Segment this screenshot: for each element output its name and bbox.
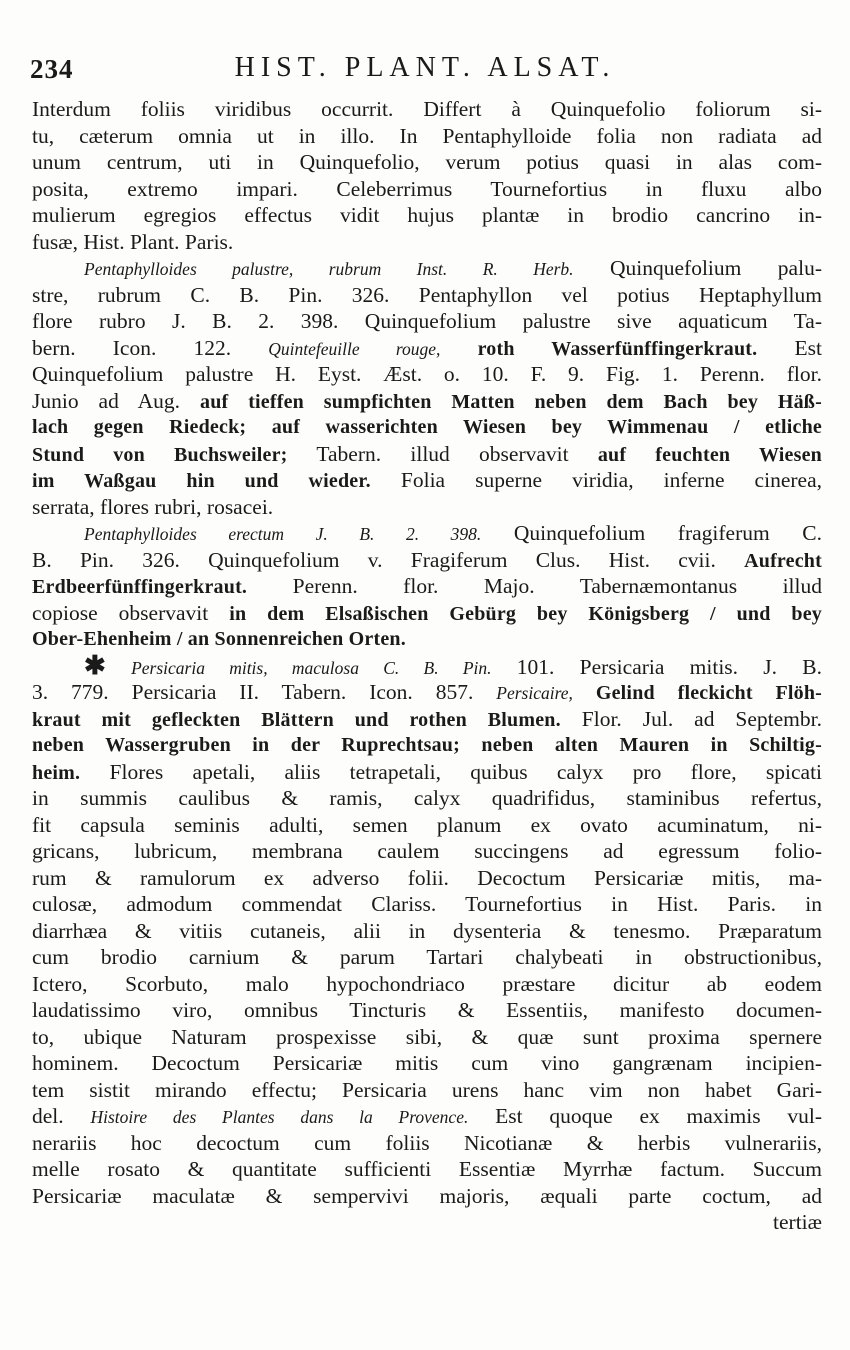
running-title: HIST. PLANT. ALSAT. <box>234 52 616 83</box>
german-locality: auf tieffen sumpfichten Matten neben dem Bach bey Häß- <box>200 390 822 413</box>
text-line: ✱ Persicaria mitis, maculosa C. B. Pin. 101. Persicaria mitis. J. B. <box>84 650 823 680</box>
french-name: Quintefeuille rouge, <box>268 338 441 359</box>
text-line: posita, extremo impari. Celeberrimus Tournefortius in fluxu albo <box>32 176 822 201</box>
text-line: 3. 779. Persicaria II. Tabern. Icon. 857. Persicaire, Gelind fleckicht Flöh- <box>32 680 823 704</box>
text-line: tem sistit mirando effectu; Persicaria urens hanc vim non habet Gari- <box>32 1077 822 1102</box>
main-text <box>32 96 822 1236</box>
asterisk-marker: ✱ <box>84 650 106 680</box>
text-line: hominem. Decoctum Persicariæ mitis cum vino gangrænam incipien- <box>32 1051 822 1075</box>
text-line: bern. Icon. 122. Quintefeuille rouge, roth Wasserfünffingerkraut. Est <box>32 335 823 360</box>
species-name: Persicaria mitis, maculosa C. B. Pin. <box>131 657 492 678</box>
text-line: nerariis hoc decoctum cum foliis Nicotianæ & herbis vulnerariis, <box>32 1130 822 1155</box>
text-line: tu, cæterum omnia ut in illo. In Pentaphylloide folia non radiata ad <box>32 123 822 148</box>
text-line: del. Histoire des Plantes dans la Provence. Est quoque ex maximis vul- <box>32 1104 822 1128</box>
text-line: B. Pin. 326. Quinquefolium v. Fragiferum Clus. Hist. cvii. Aufrecht <box>32 547 822 572</box>
text-line: Junio ad Aug. auf tieffen sumpfichten Matten neben dem Bach bey Häß- <box>32 388 822 413</box>
text-line: serrata, flores rubri, rosacei. <box>32 494 274 519</box>
text-line: Ictero, Scorbuto, malo hypochondriaco præstare dicitur ab eodem <box>32 971 822 996</box>
text-line: flore rubro J. B. 2. 398. Quinquefolium palustre sive aquaticum Ta- <box>32 309 822 333</box>
text-line: Stund von Buchsweiler; Tabern. illud observavit auf feuchten Wiesen <box>32 441 822 466</box>
text-line: Persicariæ maculatæ & sempervivi majoris, æquali parte coctum, ad <box>32 1183 822 1208</box>
text-line: Erdbeerfünffingerkraut. Perenn. flor. Majo. Tabernæmontanus illud <box>32 574 822 598</box>
german-name: Gelind fleckicht Flöh- <box>595 682 823 704</box>
text-line: diarrhæa & vitiis cutaneis, alii in dysenteria & tenesmo. Præparatum <box>32 918 822 943</box>
text-line: copiose observavit in dem Elsaßischen Gebürg bey Königsberg / und bey <box>32 600 822 625</box>
text-line: heim. Flores apetali, aliis tetrapetali, quibus calyx pro flore, spicati <box>32 759 823 784</box>
german-name: roth Wasserfünffingerkraut. <box>477 337 758 360</box>
text-line: in summis caulibus & ramis, calyx quadrifidus, staminibus refertus, <box>32 786 822 810</box>
text-line: unum centrum, uti in Quinquefolio, verum potius quasi in alas com- <box>32 150 822 174</box>
text-line: im Waßgau hin und wieder. Folia superne viridia, inferne cinerea, <box>32 468 822 492</box>
german-locality: in dem Elsaßischen Gebürg bey Königsberg / und bey <box>229 602 822 625</box>
text-line: fit capsula seminis adulti, semen planum ex ovato acuminatum, ni- <box>32 812 822 837</box>
text-line: gricans, lubricum, membrana caulem succingens ad egressum folio- <box>32 839 822 863</box>
french-name: Persicaire, <box>496 683 573 703</box>
species-name: Pentaphylloides palustre, rubrum Inst. R. Herb. <box>84 259 574 279</box>
text-line: kraut mit gefleckten Blättern und rothen Blumen. Flor. Jul. ad Septembr. <box>32 706 822 731</box>
text-line: Pentaphylloides palustre, rubrum Inst. R. Herb. Quinquefolium palu- <box>84 256 822 280</box>
text-line: cum brodio carnium & parum Tartari chalybeati in obstructionibus, <box>32 945 822 969</box>
text-line: Interdum foliis viridibus occurrit. Differt à Quinquefolio foliorum si- <box>32 97 822 121</box>
text-line: Ober-Ehenheim / an Sonnenreichen Orten. <box>32 628 406 650</box>
book-reference: Histoire des Plantes dans la Provence. <box>90 1107 469 1127</box>
text-line: melle rosato & quantitate sufficienti Essentiæ Myrrhæ factum. Succum <box>32 1157 822 1181</box>
text-line: neben Wassergruben in der Ruprechtsau; neben alten Mauren in Schiltig- <box>32 734 822 756</box>
text-line: stre, rubrum C. B. Pin. 326. Pentaphyllon vel potius Heptaphyllum <box>32 282 822 307</box>
text-line: Quinquefolium palustre H. Eyst. Æst. o. 10. F. 9. Fig. 1. Perenn. flor. <box>32 362 822 386</box>
text-line: culosæ, admodum commendat Clariss. Tournefortius in Hist. Paris. in <box>32 892 822 916</box>
text-line: mulierum egregios effectus vidit hujus plantæ in brodio cancrino in- <box>32 203 822 227</box>
text-line: rum & ramulorum ex adverso folii. Decoctum Persicariæ mitis, ma- <box>32 865 822 890</box>
text-line: fusæ, Hist. Plant. Paris. <box>32 229 234 254</box>
german-name: Erdbeerfünffingerkraut. <box>32 576 248 598</box>
page-header <box>30 50 820 90</box>
catchword: tertiæ <box>773 1210 822 1234</box>
text-line: Pentaphylloides erectum J. B. 2. 398. Quinquefolium fragiferum C. <box>84 521 823 545</box>
text-line: lach gegen Riedeck; auf wasserichten Wiesen bey Wimmenau / etliche <box>32 416 822 438</box>
species-name: Pentaphylloides erectum J. B. 2. 398. <box>84 524 482 544</box>
page-number: 234 <box>30 54 74 84</box>
text-line: laudatissimo viro, omnibus Tincturis & Essentiis, manifesto documen- <box>32 998 822 1022</box>
text-line: to, ubique Naturam prospexisse sibi, & quæ sunt proxima spernere <box>32 1024 822 1049</box>
